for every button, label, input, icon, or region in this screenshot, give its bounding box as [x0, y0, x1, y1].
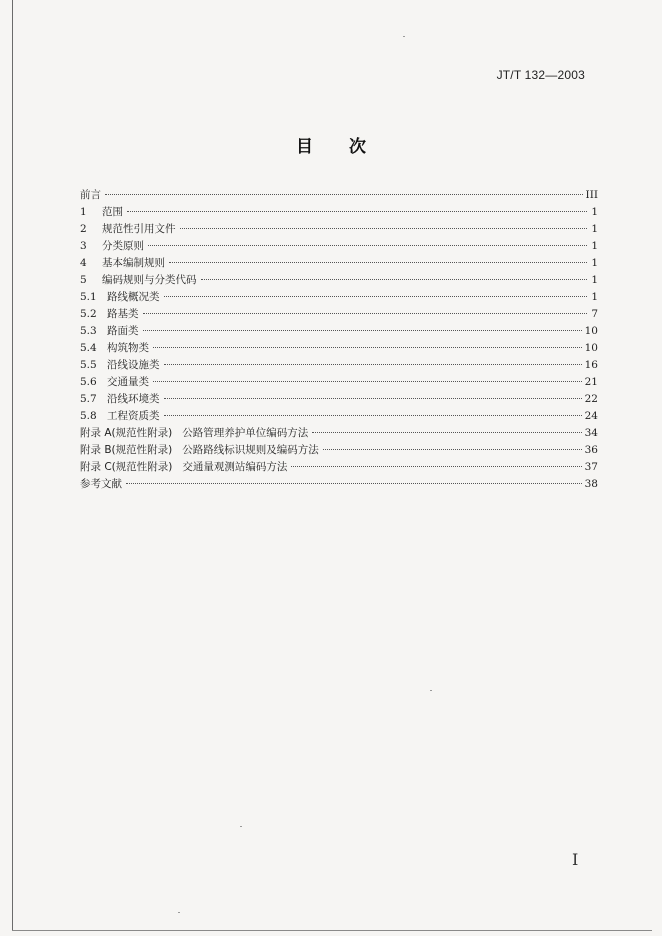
- toc-page-number: 1: [591, 240, 598, 252]
- toc-page-number: 24: [584, 410, 598, 422]
- toc-page-number: 1: [591, 291, 598, 303]
- toc-entry-5-2[interactable]: [80, 306, 598, 323]
- page-bottom-line: [12, 930, 652, 931]
- toc-entry-appendix-a[interactable]: [80, 425, 598, 442]
- toc-entry-1[interactable]: [80, 204, 598, 221]
- toc-label: 构筑物类: [107, 342, 149, 354]
- toc-number: 4: [80, 257, 87, 269]
- scan-speck: [178, 912, 180, 913]
- toc-entry-5-6[interactable]: [80, 374, 598, 391]
- appendix-title: 公路管理养护单位编码方法: [182, 427, 309, 439]
- toc-entry-2[interactable]: [80, 221, 598, 238]
- toc-page-number: III: [585, 189, 598, 201]
- toc-leader-dots: [312, 432, 581, 433]
- toc-page-number: 1: [591, 223, 598, 235]
- toc-entry-5-7[interactable]: [80, 391, 598, 408]
- toc-leader-dots: [127, 211, 587, 212]
- toc-page-number: 7: [591, 308, 598, 320]
- toc-label: [80, 442, 319, 459]
- toc-entry-5-3[interactable]: [80, 323, 598, 340]
- toc-label: [80, 425, 308, 442]
- toc-number: 5.4: [80, 342, 97, 354]
- appendix-designation: 附录 B(规范性附录): [80, 444, 173, 456]
- toc-leader-dots: [164, 364, 582, 365]
- appendix-designation: 附录 C(规范性附录): [80, 461, 173, 473]
- toc-entry-5-5[interactable]: [80, 357, 598, 374]
- toc-entry-references[interactable]: [80, 476, 598, 493]
- toc-label: 编码规则与分类代码: [102, 274, 197, 286]
- toc-page-number: 38: [584, 478, 598, 490]
- toc-page-number: 1: [591, 274, 598, 286]
- toc-page-number: 1: [591, 206, 598, 218]
- toc-number: 5.5: [80, 359, 97, 371]
- toc-page-number: 10: [584, 325, 598, 337]
- table-of-contents: [80, 187, 598, 493]
- toc-page-number: 1: [591, 257, 598, 269]
- toc-number: 5.1: [80, 291, 97, 303]
- toc-label: 路基类: [107, 308, 139, 320]
- toc-leader-dots: [126, 483, 582, 484]
- toc-label: 交通量类: [107, 376, 149, 388]
- toc-number: 5: [80, 274, 87, 286]
- page-folio: I: [572, 850, 579, 869]
- page-title: 目次: [296, 137, 402, 157]
- toc-leader-dots: [105, 194, 583, 195]
- toc-page-number: 37: [584, 461, 598, 473]
- toc-entry-5-4[interactable]: [80, 340, 598, 357]
- toc-label: 路面类: [107, 325, 139, 337]
- scan-speck: [458, 262, 460, 263]
- toc-leader-dots: [143, 330, 582, 331]
- toc-label: 分类原则: [102, 240, 144, 252]
- toc-leader-dots: [148, 245, 587, 246]
- toc-entry-5-1[interactable]: [80, 289, 598, 306]
- toc-leader-dots: [180, 228, 588, 229]
- scan-speck: [403, 36, 405, 37]
- toc-label: 路线概况类: [107, 291, 160, 303]
- toc-number: 5.7: [80, 393, 97, 405]
- toc-entry-preface[interactable]: [80, 187, 598, 204]
- toc-leader-dots: [323, 449, 582, 450]
- toc-entry-3[interactable]: [80, 238, 598, 255]
- toc-entry-appendix-b[interactable]: [80, 442, 598, 459]
- toc-leader-dots: [201, 279, 588, 280]
- toc-entry-5-8[interactable]: [80, 408, 598, 425]
- toc-page-number: 34: [584, 427, 598, 439]
- toc-page-number: 10: [584, 342, 598, 354]
- toc-leader-dots: [291, 466, 581, 467]
- toc-label: 前言: [80, 189, 101, 201]
- toc-number: 5.8: [80, 410, 97, 422]
- toc-label: 工程资质类: [107, 410, 160, 422]
- toc-leader-dots: [153, 347, 582, 348]
- toc-number: 5.3: [80, 325, 97, 337]
- toc-entry-4[interactable]: [80, 255, 598, 272]
- toc-label: 参考文献: [80, 478, 122, 490]
- toc-page-number: 16: [584, 359, 598, 371]
- toc-leader-dots: [164, 296, 588, 297]
- standard-number: JT/T 132—2003: [496, 68, 585, 82]
- toc-leader-dots: [164, 398, 582, 399]
- toc-label: 规范性引用文件: [102, 223, 176, 235]
- toc-page-number: 36: [584, 444, 598, 456]
- appendix-designation: 附录 A(规范性附录): [80, 427, 173, 439]
- scan-speck: [240, 826, 242, 827]
- toc-entry-appendix-c[interactable]: [80, 459, 598, 476]
- toc-number: 5.6: [80, 376, 97, 388]
- toc-number: 1: [80, 206, 87, 218]
- toc-leader-dots: [169, 262, 587, 263]
- appendix-title: 公路路线标识规则及编码方法: [182, 444, 319, 456]
- toc-label: 沿线设施类: [107, 359, 160, 371]
- scan-speck: [430, 690, 432, 691]
- toc-label: [80, 459, 287, 476]
- toc-number: 3: [80, 240, 87, 252]
- toc-leader-dots: [164, 415, 582, 416]
- toc-label: 沿线环境类: [107, 393, 160, 405]
- toc-leader-dots: [153, 381, 582, 382]
- toc-label: 范围: [102, 206, 123, 218]
- appendix-title: 交通量观测站编码方法: [182, 461, 288, 473]
- toc-page-number: 21: [584, 376, 598, 388]
- toc-label: 基本编制规则: [102, 257, 165, 269]
- toc-number: 2: [80, 223, 87, 235]
- toc-entry-5[interactable]: [80, 272, 598, 289]
- toc-leader-dots: [143, 313, 588, 314]
- toc-page-number: 22: [584, 393, 598, 405]
- toc-number: 5.2: [80, 308, 97, 320]
